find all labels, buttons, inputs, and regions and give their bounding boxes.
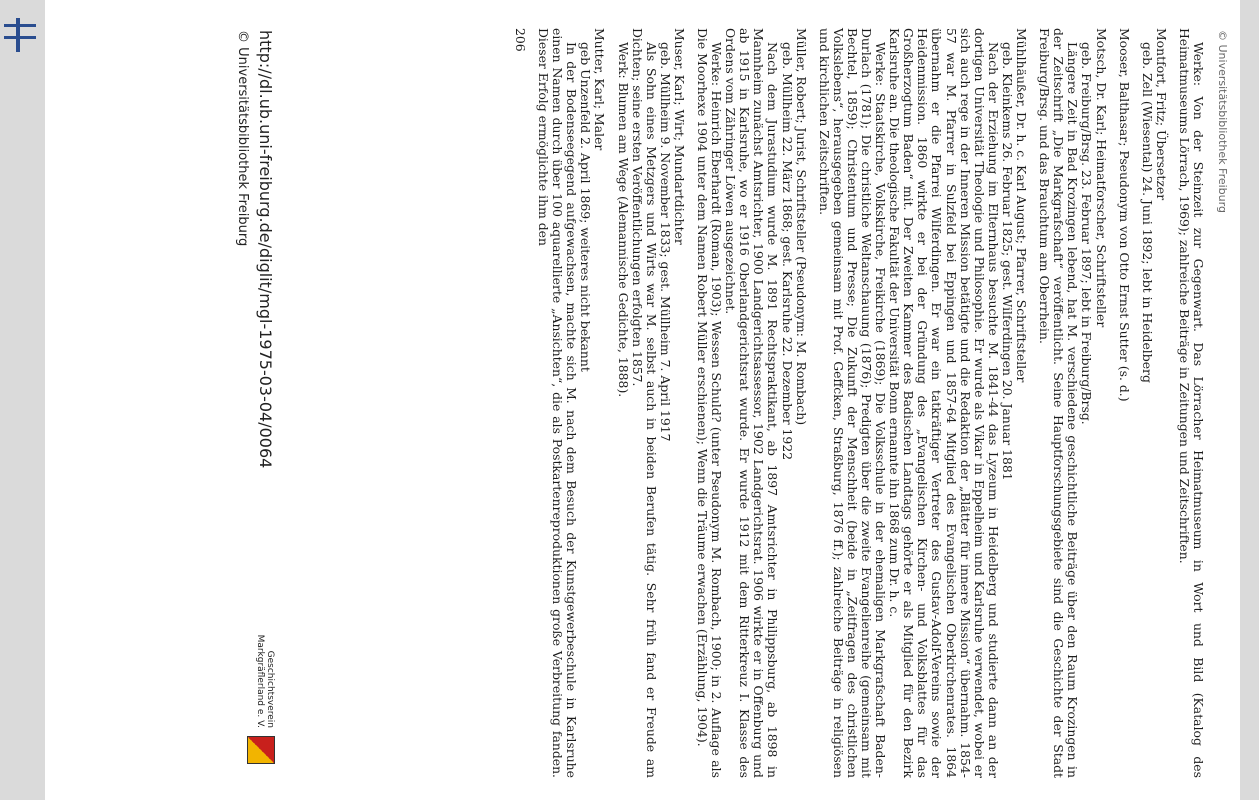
entry-dates: geb. Freiburg/Brsg. 23. Februar 1897; lebt in Freiburg/Brsg. (1079, 42, 1095, 425)
paragraph: Werk: Blumen am Wege (Alemannische Gedichte, 1888). (615, 42, 631, 398)
paragraph: Werke: Heinrich Eberhardt (Roman, 1903); Wessen Schuld? (unter Pseudonym M. Rombach, 1900; in 2. Auflage als Die Moorhexe 1904 unter dem Namen Robert Müller erschienen); Wenn die Träume erwachen (Erzählung, 1904). (695, 28, 725, 778)
entry-dates: geb Unzenfeld 2. April 1869; weiteres nicht bekannt (578, 42, 594, 372)
entry-heading: Mooser, Balthasar; Pseudonym von Otto Ernst Sutter (s. d.) (1116, 28, 1132, 402)
rotated-page-content (53, 18, 1229, 788)
entry-dates: geb. Müllheim 9. November 1833; gest. Müllheim 7. April 1917 (657, 42, 673, 442)
menu-icon-bar (4, 36, 36, 39)
paragraph: Als Sohn eines Metzgers und Wirts war M. selbst auch in beiden Berufen tätig. Sehr früh fand er Freude am Dichten; seine ersten Veröffentlichungen erfolgten 1857. (629, 28, 659, 778)
entry-dates: geb. Zell (Wiesental) 24. Juni 1892; lebt in Heidelberg (1139, 42, 1155, 383)
paragraph: Werke: Staatskirche, Volkskirche, Freikirche (1869); Die Volksschule in der ehemaligen Markgrafschaft Baden-Durlach (1781); Die christliche Weltanschauung (1876); Predigten über die zweite Evangelienreihe (gemeinsam mit Bechtel, 1859); Christentum und Presse; Die Zukunft der Menschheit (beide in „Zeitfragen des christlichen Volkslebens“, herausgegeben gemeinsam mit Prof. Geffcken, Straßburg, 1876 ff.); zahlreiche Beiträge in religiösen und kirchlichen Zeitschriften. (816, 28, 889, 778)
page-number: 206 (512, 28, 528, 52)
paragraph: In der Bodenseegegend aufgewachsen, machte sich M. nach dem Besuch der Kunstgewerbeschule in Karlsruhe einen Namen durch über 100 aquarellierte „Ansichten“, die als Postkartenreproduktionen große Verbreitung fanden. Dieser Erfolg ermöglichte ihm den (536, 28, 580, 778)
viewer-left-panel (0, 0, 45, 800)
coat-of-arms-icon (247, 736, 275, 764)
entry-heading: Müller, Robert; Jurist, Schriftsteller (Pseudonym: M. Rombach) (793, 28, 809, 426)
entry-heading: Mühlhäußer, Dr. h. c. Karl August; Pfarrer, Schriftsteller (1014, 28, 1030, 383)
entry-dates: geb. Müllheim 22. März 1868; gest. Karlsruhe 22. Dezember 1922 (779, 42, 795, 461)
scanned-page (45, 0, 1240, 800)
entry-dates: geb. Kleinkems 26. Februar 1825; gest. Wilferdingen 20. Januar 1881 (999, 42, 1015, 481)
entry-heading: Motsch, Dr. Karl; Heimatforscher, Schriftsteller (1093, 28, 1109, 328)
entry-heading: Muser, Karl; Wirt; Mundartdichter (671, 28, 687, 245)
society-name: Geschichtsverein Markgräflerland e. V. (255, 634, 275, 728)
paragraph: Längere Zeit in Bad Krozingen lebend, hat M. verschiedene geschichtliche Beiträge über den Raum Krozingen in der Zeitschrift „Die Markgrafschaft“ veröffentlicht. Seine Hauptforschungsgebiete sind die Geschichte der Stadt Freiburg/Brsg. und das Brauchtum am Oberrhein. (1037, 28, 1081, 778)
menu-icon[interactable] (4, 18, 36, 52)
viewer-right-panel (1240, 0, 1259, 800)
document-body (513, 28, 1205, 778)
menu-icon-post (16, 18, 20, 52)
paragraph: Nach dem Jurastudium wurde M. 1891 Rechtspraktikant, ab 1897 Amtsrichter in Philippsburg, ab 1898 in Mannheim zunächst Amtsrichter, 1900 Landgerichtsassessor, 1902 Landgerichtsrat. 1906 wirkte er in Offenburg und ab 1915 in Karlsruhe, wo er 1916 Oberlandgerichtsrat wurde. Er wurde 1912 mit dem Ritterkreuz I. Klasse des Ordens vom Zähringer Löwen ausgezeichnet. (723, 28, 781, 778)
copyright: © Universitätsbibliothek Freiburg (235, 30, 250, 247)
menu-icon-bar (4, 24, 36, 27)
paragraph: Nach der Erziehung im Elternhaus besuchte M. 1841-44 das Lyzeum in Heidelberg und studierte dann an der dortigen Universität Theologie und Philosophie. Er wurde als Vikar in Eppelheim und Karlsruhe verwendet, wobei er sich auch rege in der Inneren Mission betätigte und die Redaktion der „Blätter für innere Mission“ übernahm. 1854-57 war M. Pfarrer in Sulzfeld bei Eppingen und 1857-64 Mitglied des Evangelischen Oberkirchenrates. 1864 übernahm er die Pfarrei Wilferdingen. Er war ein tatkräftiger Vertreter des Gustav-Adolf-Vereins sowie der Heidenmission. 1860 wirkte er bei der Gründung des „Evangelischen Kirchen- und Volksblattes für das Großherzogtum Baden“ mit. Der Zweiten Kammer des Badischen Landtags gehörte er als Mitglied für den Bezirk Karlsruhe an. Die theologische Fakultät der Universität Bonn ernannte ihn 1868 zum Dr. h. c. (887, 28, 1001, 778)
entry-heading: Mutter, Karl; Maler (592, 28, 608, 151)
paragraph: Werke: Von der Steinzeit zur Gegenwart. Das Lörracher Heimatmuseum in Wort und Bild (Katalog des Heimatmuseums Lörrach, 1969); zahlreiche Beiträge in Zeitungen und Zeitschriften. (1176, 28, 1206, 778)
page-crop-text: © Universitätsbibliothek Freiburg (1216, 30, 1229, 213)
permalink[interactable]: http://dl.ub.uni-freiburg.de/diglit/mgl-1975-03-04/0064 (256, 30, 275, 469)
entry-heading: Montfort, Fritz; Übersetzer (1153, 28, 1169, 201)
